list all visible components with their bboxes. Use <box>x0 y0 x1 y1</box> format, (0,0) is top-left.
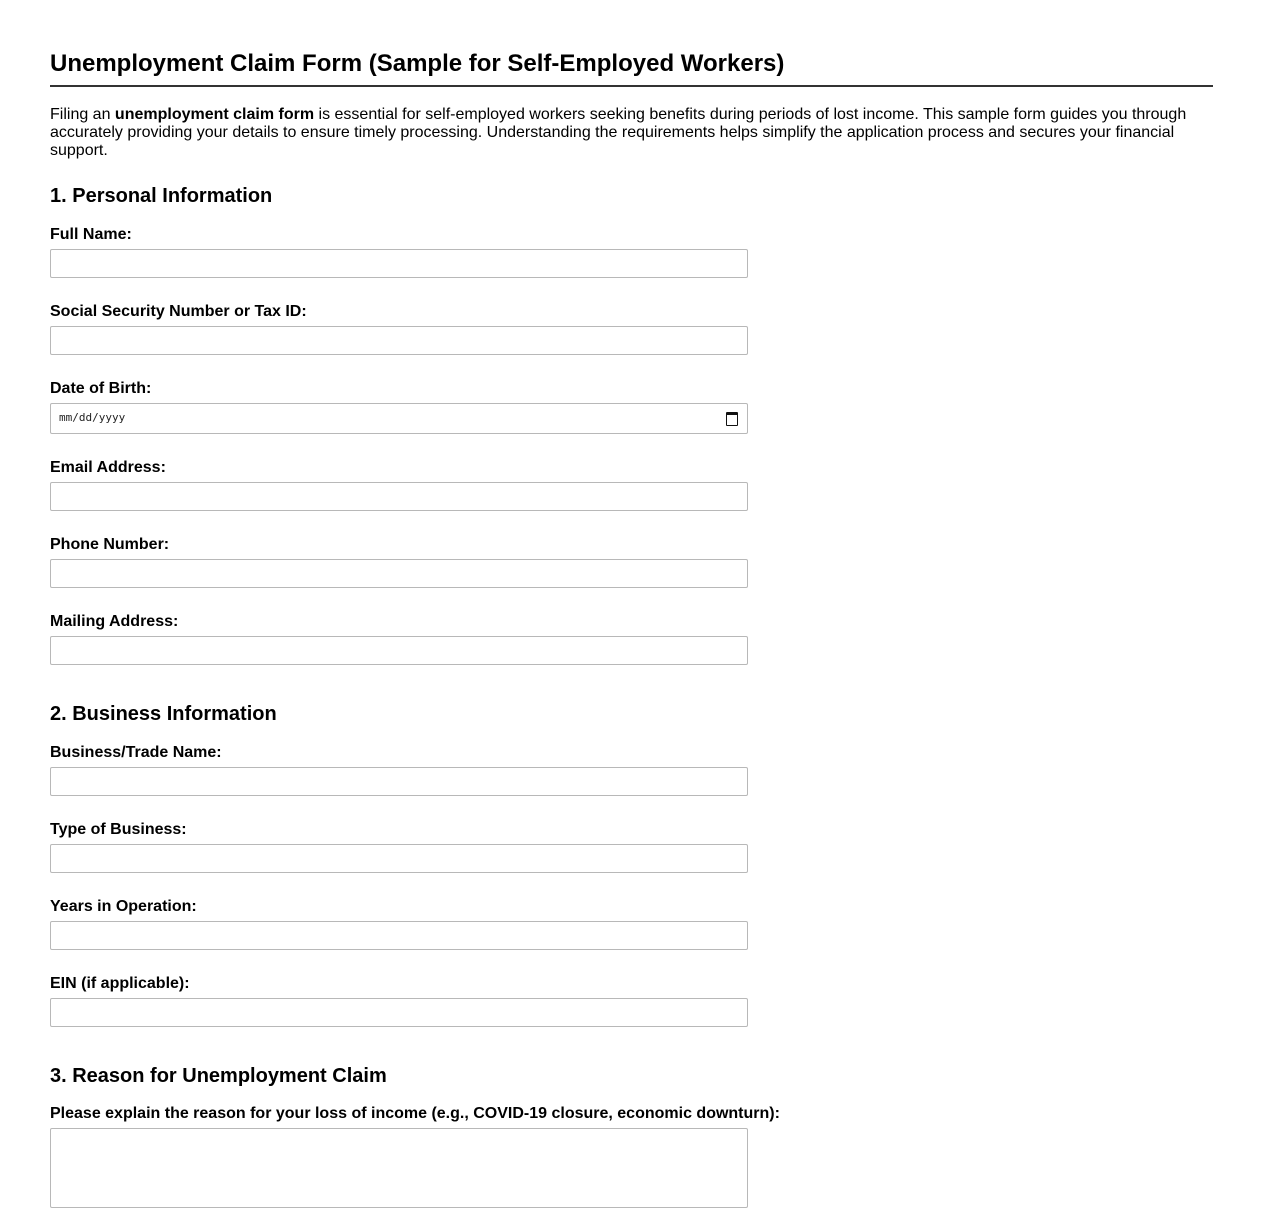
calendar-icon[interactable] <box>726 412 738 426</box>
phone-label: Phone Number: <box>50 536 170 553</box>
ein-input[interactable] <box>50 998 748 1027</box>
email-label: Email Address: <box>50 459 166 476</box>
phone-input[interactable] <box>50 559 748 588</box>
dob-placeholder: mm/dd/yyyy <box>59 411 126 424</box>
intro-text-rest: is essential for self-employed workers seeking benefits during periods of lost income. This sample form guides you through accurately providing your details to ensure timely processing. Understanding the requirements helps simplify the application process and secures your financial support. <box>50 106 1187 159</box>
intro-bold: unemployment claim form <box>114 106 315 123</box>
business-name-label: Business/Trade Name: <box>50 744 222 761</box>
intro-paragraph <box>50 106 1213 160</box>
section-heading-reason: 3. Reason for Unemployment Claim <box>50 1065 387 1087</box>
business-type-input[interactable] <box>50 844 748 873</box>
business-name-input[interactable] <box>50 767 748 796</box>
page-title: Unemployment Claim Form (Sample for Self-Employed Workers) <box>50 49 1213 87</box>
full-name-input[interactable] <box>50 249 748 278</box>
full-name-label: Full Name: <box>50 226 132 243</box>
claim-form <box>0 49 1263 1208</box>
ein-label: EIN (if applicable): <box>50 975 190 992</box>
dob-label: Date of Birth: <box>50 380 152 397</box>
ssn-label: Social Security Number or Tax ID: <box>50 303 307 320</box>
section-heading-business: 2. Business Information <box>50 703 277 725</box>
ssn-input[interactable] <box>50 326 748 355</box>
reason-textarea[interactable] <box>50 1128 748 1208</box>
email-input[interactable] <box>50 482 748 511</box>
mailing-address-input[interactable] <box>50 636 748 665</box>
years-input[interactable] <box>50 921 748 950</box>
section-heading-personal: 1. Personal Information <box>50 185 273 207</box>
years-label: Years in Operation: <box>50 898 197 915</box>
dob-input[interactable] <box>50 403 748 434</box>
mailing-address-label: Mailing Address: <box>50 613 179 630</box>
business-type-label: Type of Business: <box>50 821 187 838</box>
intro-text: Filing an <box>50 106 115 123</box>
reason-label: Please explain the reason for your loss of income (e.g., COVID-19 closure, economic downturn): <box>50 1105 780 1122</box>
